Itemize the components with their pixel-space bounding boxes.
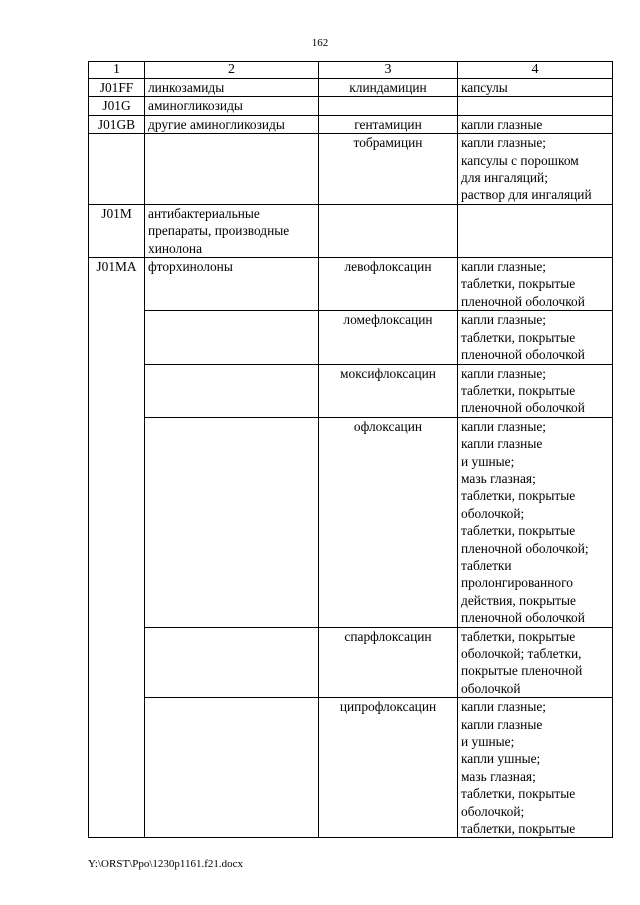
dosage-form-line: оболочкой;: [461, 803, 525, 819]
dosage-form-line: таблетки, покрытые: [461, 276, 576, 292]
dosage-forms-cell: [458, 79, 613, 97]
group-name-cell: [145, 417, 319, 627]
group-name-cell: [145, 627, 319, 698]
dosage-forms-cell: [458, 204, 613, 257]
table-row: [89, 204, 613, 257]
table-row: [89, 698, 613, 838]
dosage-form-line: капсулы: [461, 80, 508, 95]
dosage-forms-cell: [458, 417, 613, 627]
group-name-cell: [145, 364, 319, 417]
column-header: 4: [458, 62, 613, 79]
atc-code-cell: [89, 134, 145, 205]
table-row: [89, 97, 613, 115]
dosage-form-line: и ушные;: [461, 453, 515, 469]
table-row: [89, 417, 613, 627]
dosage-forms-cell: [458, 627, 613, 698]
dosage-form-line: мазь глазная;: [461, 768, 536, 784]
drug-name-cell: [319, 97, 458, 115]
dosage-form-line: мазь глазная;: [461, 470, 536, 486]
drug-name-cell: тобрамицин: [319, 134, 458, 205]
table-row: [89, 627, 613, 698]
drug-table: [88, 61, 613, 838]
group-name-cell: антибактериальные препараты, производные хинолона: [145, 204, 319, 257]
dosage-form-line: для ингаляций;: [461, 170, 548, 186]
dosage-form-line: пленочной оболочкой: [461, 347, 585, 363]
atc-code-cell: J01GB: [89, 115, 145, 133]
footer-file-path: Y:\ORST\Ppo\1230p1161.f21.docx: [88, 858, 244, 870]
dosage-form-line: пролонгированного: [461, 575, 573, 591]
group-name-cell: [145, 698, 319, 838]
drug-name-cell: спарфлоксацин: [319, 627, 458, 698]
drug-name-cell: левофлоксацин: [319, 258, 458, 311]
dosage-form-line: таблетки, покрытые: [461, 628, 576, 644]
table-row: [89, 364, 613, 417]
dosage-form-line: капли глазные;: [461, 418, 546, 434]
column-header: 3: [319, 62, 458, 79]
atc-code-cell: J01G: [89, 97, 145, 115]
dosage-form-line: пленочной оболочкой;: [461, 540, 589, 556]
dosage-form-line: раствор для ингаляций: [461, 187, 592, 203]
table-header-row: [89, 62, 613, 79]
dosage-forms-cell: [458, 97, 613, 115]
column-header: 2: [145, 62, 319, 79]
dosage-forms-cell: [458, 115, 613, 133]
drug-name-cell: ципрофлоксацин: [319, 698, 458, 838]
group-name-cell: другие аминогликозиды: [145, 115, 319, 133]
dosage-form-line: действия, покрытые: [461, 592, 576, 608]
dosage-forms-cell: [458, 311, 613, 364]
dosage-form-line: капли глазные: [461, 436, 543, 452]
dosage-form-line: таблетки, покрытые: [461, 786, 576, 802]
atc-code-cell: J01M: [89, 204, 145, 257]
dosage-form-line: капли глазные;: [461, 365, 546, 381]
dosage-form-line: капли глазные;: [461, 259, 546, 275]
dosage-forms-cell: [458, 364, 613, 417]
dosage-form-line: капли ушные;: [461, 751, 541, 767]
page-number: 162: [311, 37, 329, 49]
dosage-form-line: пленочной оболочкой: [461, 400, 585, 416]
group-name-cell: [145, 311, 319, 364]
group-name-cell: [145, 134, 319, 205]
dosage-form-line: капли глазные: [461, 716, 543, 732]
table-row: [89, 79, 613, 97]
column-header: 1: [89, 62, 145, 79]
dosage-form-line: оболочкой: [461, 680, 521, 696]
dosage-form-line: таблетки: [461, 557, 512, 573]
drug-name-cell: гентамицин: [319, 115, 458, 133]
dosage-form-line: оболочкой;: [461, 505, 525, 521]
drug-name-cell: [319, 204, 458, 257]
drug-name-cell: моксифлоксацин: [319, 364, 458, 417]
atc-code-cell: J01FF: [89, 79, 145, 97]
dosage-form-line: таблетки, покрытые: [461, 329, 576, 345]
dosage-form-line: таблетки, покрытые: [461, 523, 576, 539]
dosage-form-line: таблетки, покрытые: [461, 382, 576, 398]
atc-code-cell: J01MA: [89, 258, 145, 838]
dosage-form-line: таблетки, покрытые: [461, 821, 576, 837]
group-name-cell: аминогликозиды: [145, 97, 319, 115]
drug-name-cell: офлоксацин: [319, 417, 458, 627]
dosage-forms-cell: [458, 258, 613, 311]
dosage-forms-cell: [458, 134, 613, 205]
dosage-form-line: покрытые пленочной: [461, 663, 583, 679]
dosage-form-line: капли глазные;: [461, 135, 546, 151]
dosage-form-line: капли глазные;: [461, 699, 546, 715]
dosage-forms-cell: [458, 698, 613, 838]
table-row: [89, 258, 613, 311]
dosage-form-line: оболочкой; таблетки,: [461, 646, 582, 661]
group-name-cell: линкозамиды: [145, 79, 319, 97]
dosage-form-line: капсулы с порошком: [461, 152, 579, 168]
table-row: [89, 115, 613, 133]
dosage-form-line: пленочной оболочкой: [461, 293, 585, 309]
drug-name-cell: клиндамицин: [319, 79, 458, 97]
table-row: [89, 134, 613, 205]
dosage-form-line: капли глазные: [461, 116, 543, 132]
group-name-cell: фторхинолоны: [145, 258, 319, 311]
dosage-form-line: таблетки, покрытые: [461, 488, 576, 504]
dosage-form-line: пленочной оболочкой: [461, 610, 585, 626]
drug-name-cell: ломефлоксацин: [319, 311, 458, 364]
dosage-form-line: и ушные;: [461, 734, 515, 750]
dosage-form-line: капли глазные;: [461, 312, 546, 328]
table-row: [89, 311, 613, 364]
